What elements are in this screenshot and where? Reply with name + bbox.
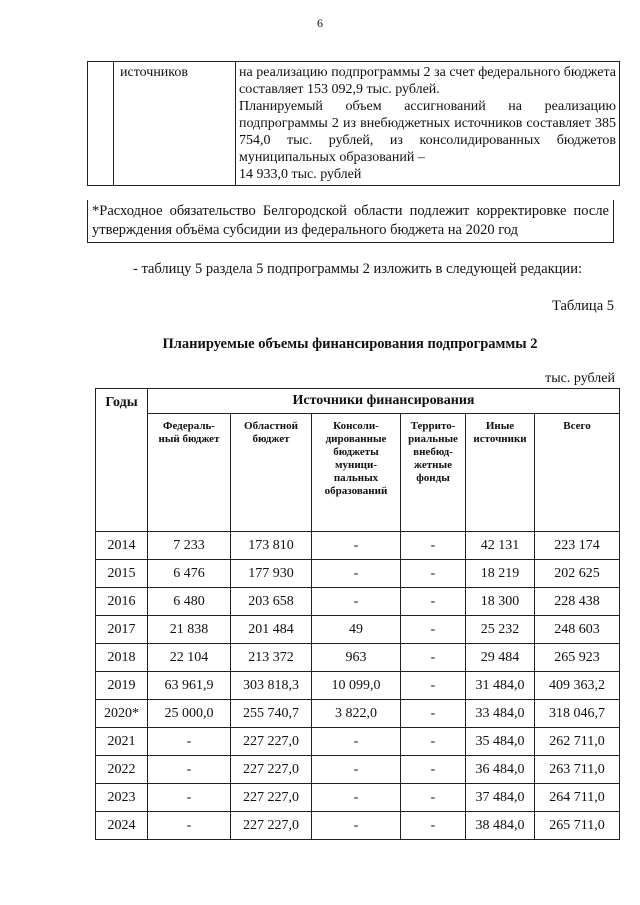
year-cell: 2024: [96, 812, 148, 840]
value-cell: -: [148, 728, 231, 756]
value-cell: 227 227,0: [231, 756, 312, 784]
table-row: [96, 700, 620, 728]
value-cell: 255 740,7: [231, 700, 312, 728]
value-cell: -: [312, 728, 401, 756]
sources-table: [87, 61, 620, 186]
column-header: Областной бюджет: [231, 414, 312, 532]
empty-cell: [88, 62, 114, 186]
unit-label: тыс. рублей: [545, 371, 615, 386]
table-row: [96, 532, 620, 560]
value-cell: 7 233: [148, 532, 231, 560]
value-cell: 265 923: [535, 644, 620, 672]
value-cell: 31 484,0: [466, 672, 535, 700]
year-cell: 2017: [96, 616, 148, 644]
value-cell: 213 372: [231, 644, 312, 672]
sources-label: источников: [114, 62, 236, 186]
year-cell: 2019: [96, 672, 148, 700]
value-cell: 228 438: [535, 588, 620, 616]
value-cell: 3 822,0: [312, 700, 401, 728]
value-cell: -: [312, 588, 401, 616]
year-cell: 2018: [96, 644, 148, 672]
table-row: [96, 644, 620, 672]
value-cell: 963: [312, 644, 401, 672]
value-cell: 25 232: [466, 616, 535, 644]
value-cell: -: [401, 532, 466, 560]
value-cell: 223 174: [535, 532, 620, 560]
value-cell: 36 484,0: [466, 756, 535, 784]
value-cell: 6 480: [148, 588, 231, 616]
value-cell: -: [401, 756, 466, 784]
value-cell: 18 219: [466, 560, 535, 588]
column-header: Террито- риальные внебюд- жетные фонды: [401, 414, 466, 532]
municipal-amount: 14 933,0 тыс. рублей: [239, 167, 362, 182]
column-header: Иные источники: [466, 414, 535, 532]
extrabudgetary-paragraph: Планируемый объем ассигнований на реализацию подпрограммы 2 из внебюджетных источников составляет 385 754,0 тыс. рублей, из консолидированных бюджетов муниципальных образований –: [239, 99, 616, 165]
sources-header: Источники финансирования: [148, 389, 620, 414]
table-title: Планируемые объемы финансирования подпрограммы 2: [162, 336, 538, 352]
table-row: [96, 756, 620, 784]
table-row: [96, 812, 620, 840]
value-cell: 173 810: [231, 532, 312, 560]
year-cell: 2022: [96, 756, 148, 784]
value-cell: 63 961,9: [148, 672, 231, 700]
value-cell: -: [148, 812, 231, 840]
value-cell: 248 603: [535, 616, 620, 644]
value-cell: -: [312, 532, 401, 560]
table-row: [96, 728, 620, 756]
value-cell: 37 484,0: [466, 784, 535, 812]
value-cell: 263 711,0: [535, 756, 620, 784]
value-cell: 303 818,3: [231, 672, 312, 700]
value-cell: 201 484: [231, 616, 312, 644]
value-cell: -: [401, 644, 466, 672]
value-cell: 203 658: [231, 588, 312, 616]
year-cell: 2021: [96, 728, 148, 756]
column-header: Федераль- ный бюджет: [148, 414, 231, 532]
year-cell: 2016: [96, 588, 148, 616]
value-cell: -: [312, 784, 401, 812]
column-header: Консоли- дированные бюджеты муници- пальных образований: [312, 414, 401, 532]
sources-description: [236, 62, 620, 186]
value-cell: 18 300: [466, 588, 535, 616]
value-cell: 22 104: [148, 644, 231, 672]
year-cell: 2020*: [96, 700, 148, 728]
value-cell: -: [401, 672, 466, 700]
value-cell: -: [312, 756, 401, 784]
table-row: [96, 672, 620, 700]
value-cell: 227 227,0: [231, 784, 312, 812]
table-row: [96, 784, 620, 812]
table-row: [96, 616, 620, 644]
value-cell: -: [401, 728, 466, 756]
page-number: 6: [317, 16, 323, 30]
value-cell: -: [148, 756, 231, 784]
value-cell: 42 131: [466, 532, 535, 560]
year-cell: 2023: [96, 784, 148, 812]
table-row: [96, 588, 620, 616]
value-cell: -: [401, 560, 466, 588]
value-cell: 38 484,0: [466, 812, 535, 840]
federal-budget-paragraph: на реализацию подпрограммы 2 за счет федерального бюджета составляет 153 092,9 тыс. рублей.: [239, 65, 616, 97]
value-cell: 10 099,0: [312, 672, 401, 700]
years-header: Годы: [96, 389, 148, 532]
value-cell: 6 476: [148, 560, 231, 588]
value-cell: 35 484,0: [466, 728, 535, 756]
value-cell: 25 000,0: [148, 700, 231, 728]
value-cell: -: [401, 784, 466, 812]
value-cell: -: [401, 700, 466, 728]
instruction-text: - таблицу 5 раздела 5 подпрограммы 2 изложить в следующей редакции:: [133, 261, 582, 277]
finance-table: [95, 388, 620, 840]
value-cell: 265 711,0: [535, 812, 620, 840]
value-cell: -: [312, 812, 401, 840]
value-cell: -: [401, 812, 466, 840]
value-cell: -: [148, 784, 231, 812]
value-cell: -: [401, 616, 466, 644]
value-cell: 49: [312, 616, 401, 644]
value-cell: 227 227,0: [231, 728, 312, 756]
footnote: *Расходное обязательство Белгородской области подлежит корректировке после утверждения объёма субсидии из федерального бюджета на 2020 год: [87, 200, 614, 243]
value-cell: 33 484,0: [466, 700, 535, 728]
value-cell: 318 046,7: [535, 700, 620, 728]
value-cell: 409 363,2: [535, 672, 620, 700]
table-label: Таблица 5: [551, 298, 614, 314]
table-row: [96, 560, 620, 588]
year-cell: 2014: [96, 532, 148, 560]
value-cell: 177 930: [231, 560, 312, 588]
value-cell: 202 625: [535, 560, 620, 588]
value-cell: -: [312, 560, 401, 588]
value-cell: -: [401, 588, 466, 616]
column-header: Всего: [535, 414, 620, 532]
value-cell: 29 484: [466, 644, 535, 672]
value-cell: 21 838: [148, 616, 231, 644]
year-cell: 2015: [96, 560, 148, 588]
value-cell: 262 711,0: [535, 728, 620, 756]
value-cell: 227 227,0: [231, 812, 312, 840]
value-cell: 264 711,0: [535, 784, 620, 812]
